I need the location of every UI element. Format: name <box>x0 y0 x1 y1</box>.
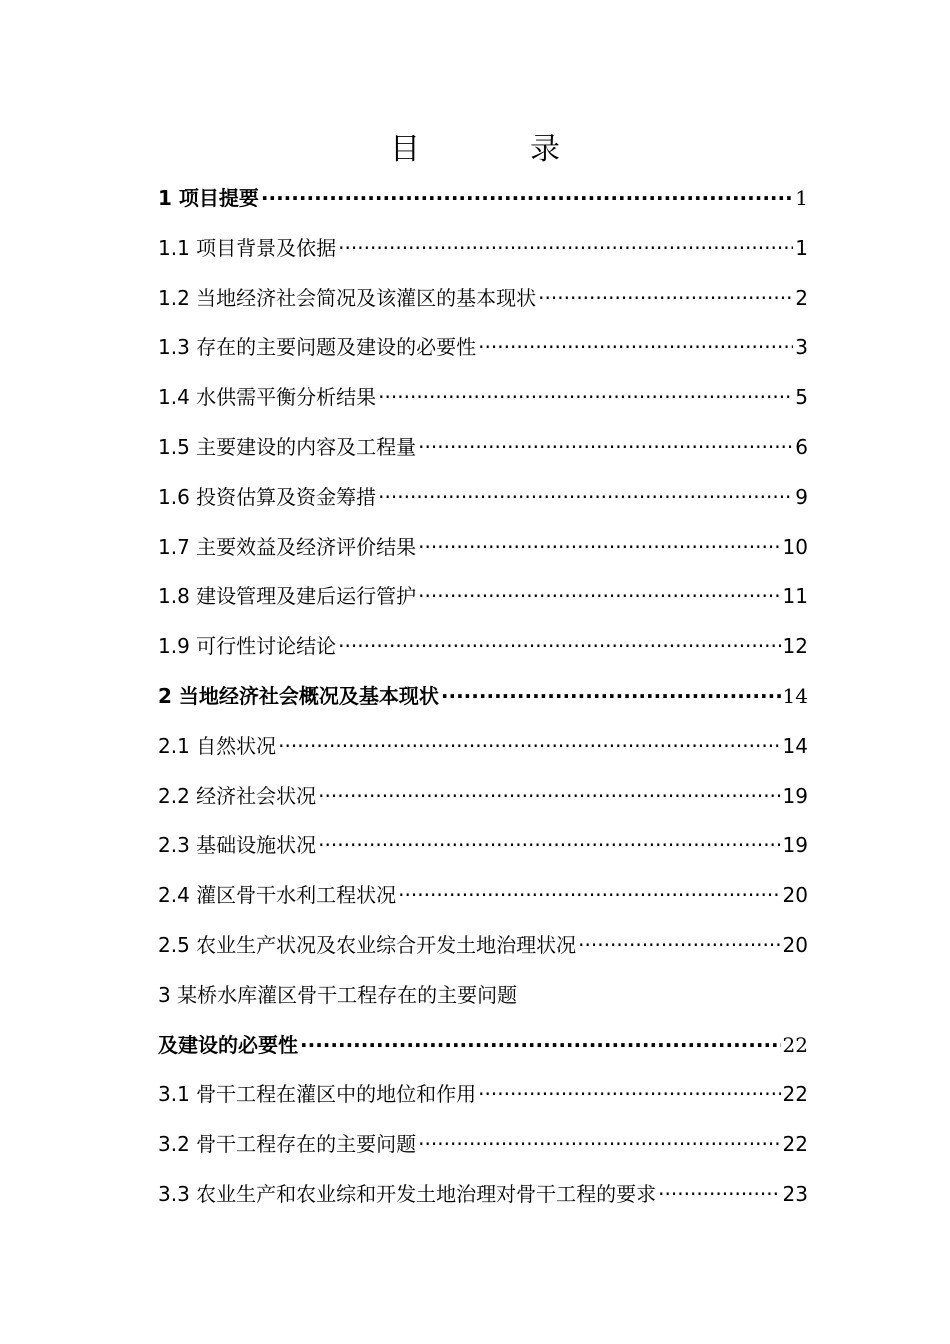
toc-entry-label: 3.1 骨干工程在灌区中的地位和作用 <box>158 1082 477 1107</box>
toc-entry[interactable] <box>158 475 808 525</box>
toc-entry-page: 9 <box>795 484 808 509</box>
toc-entry[interactable] <box>158 774 808 824</box>
toc-entry-label: 1.6 投资估算及资金筹措 <box>158 484 377 509</box>
toc-entry[interactable] <box>158 325 808 375</box>
toc-entry-label: 3.3 农业生产和农业综和开发土地治理对骨干工程的要求 <box>158 1181 657 1206</box>
table-of-contents <box>158 176 808 1222</box>
toc-entry[interactable] <box>158 425 808 475</box>
dot-leader <box>378 475 793 519</box>
dot-leader <box>478 325 793 369</box>
toc-entry[interactable] <box>158 1072 808 1122</box>
toc-entry-page: 22 <box>782 1032 808 1057</box>
toc-entry-label: 1.7 主要效益及经济评价结果 <box>158 534 417 559</box>
toc-entry[interactable] <box>158 176 808 226</box>
toc-entry-label: 及建设的必要性 <box>158 1032 298 1057</box>
toc-entry-label: 2.5 农业生产状况及农业综合开发土地治理状况 <box>158 932 577 957</box>
toc-entry-label: 2 当地经济社会概况及基本现状 <box>158 683 439 708</box>
dot-leader <box>378 375 793 419</box>
toc-entry-page: 11 <box>782 584 808 609</box>
toc-entry-page: 14 <box>782 733 808 758</box>
toc-entry-label: 3.2 骨干工程存在的主要问题 <box>158 1132 417 1157</box>
toc-entry-label: 1.4 水供需平衡分析结果 <box>158 385 377 410</box>
toc-entry[interactable] <box>158 1172 808 1222</box>
dot-leader <box>418 425 793 469</box>
toc-entry-label: 2.2 经济社会状况 <box>158 783 317 808</box>
dot-leader <box>278 724 780 768</box>
toc-entry[interactable] <box>158 823 808 873</box>
toc-entry[interactable] <box>158 1122 808 1172</box>
toc-entry-label: 1.2 当地经济社会简况及该灌区的基本现状 <box>158 285 537 310</box>
toc-entry[interactable] <box>158 525 808 575</box>
dot-leader <box>538 276 793 320</box>
dot-leader <box>398 873 780 917</box>
toc-entry-label: 1.8 建设管理及建后运行管护 <box>158 584 417 609</box>
toc-entry-page: 12 <box>782 634 808 659</box>
toc-entry[interactable] <box>158 724 808 774</box>
dot-leader <box>418 525 780 569</box>
dot-leader <box>478 1072 780 1116</box>
toc-entry-page: 1 <box>795 186 808 210</box>
toc-entry-label: 3 某桥水库灌区骨干工程存在的主要问题 <box>158 982 518 1007</box>
toc-entry[interactable] <box>158 276 808 326</box>
dot-leader <box>300 1023 781 1067</box>
toc-entry-page: 20 <box>782 883 808 908</box>
toc-entry[interactable] <box>158 873 808 923</box>
dot-leader <box>578 923 780 967</box>
dot-leader <box>658 1172 780 1216</box>
toc-entry-label: 2.1 自然状况 <box>158 733 277 758</box>
toc-entry[interactable] <box>158 624 808 674</box>
toc-entry-page: 5 <box>795 385 808 410</box>
toc-entry-page: 3 <box>795 335 808 360</box>
toc-entry-page: 1 <box>795 235 808 260</box>
toc-entry[interactable] <box>158 574 808 624</box>
toc-entry-page: 10 <box>782 534 808 559</box>
toc-entry-page: 19 <box>782 833 808 858</box>
toc-entry-label: 1.3 存在的主要问题及建设的必要性 <box>158 335 477 360</box>
toc-entry-label: 1.9 可行性讨论结论 <box>158 634 337 659</box>
dot-leader <box>418 574 780 618</box>
toc-entry[interactable] <box>158 226 808 276</box>
toc-entry-page: 2 <box>795 285 808 310</box>
dot-leader <box>261 176 793 220</box>
dot-leader <box>318 823 780 867</box>
toc-entry-page: 19 <box>782 783 808 808</box>
toc-entry-page: 20 <box>782 932 808 957</box>
dot-leader <box>318 774 780 818</box>
toc-entry-label: 1.1 项目背景及依据 <box>158 235 337 260</box>
toc-title: 目 录 <box>390 132 600 167</box>
dot-leader <box>418 1122 780 1166</box>
toc-entry-page: 22 <box>782 1132 808 1157</box>
toc-entry[interactable] <box>158 923 808 973</box>
toc-entry[interactable] <box>158 1023 808 1073</box>
toc-entry-page: 6 <box>795 434 808 459</box>
toc-entry-label: 2.4 灌区骨干水利工程状况 <box>158 883 397 908</box>
toc-entry-label: 2.3 基础设施状况 <box>158 833 317 858</box>
toc-entry-label: 1 项目提要 <box>158 186 259 210</box>
toc-entry[interactable] <box>158 973 808 1023</box>
toc-entry[interactable] <box>158 674 808 724</box>
toc-entry[interactable] <box>158 375 808 425</box>
toc-entry-page: 23 <box>782 1181 808 1206</box>
dot-leader <box>338 624 780 668</box>
toc-entry-page: 22 <box>782 1082 808 1107</box>
toc-entry-label: 1.5 主要建设的内容及工程量 <box>158 434 417 459</box>
dot-leader <box>338 226 793 270</box>
dot-leader <box>441 674 781 718</box>
toc-entry-page: 14 <box>782 683 808 708</box>
